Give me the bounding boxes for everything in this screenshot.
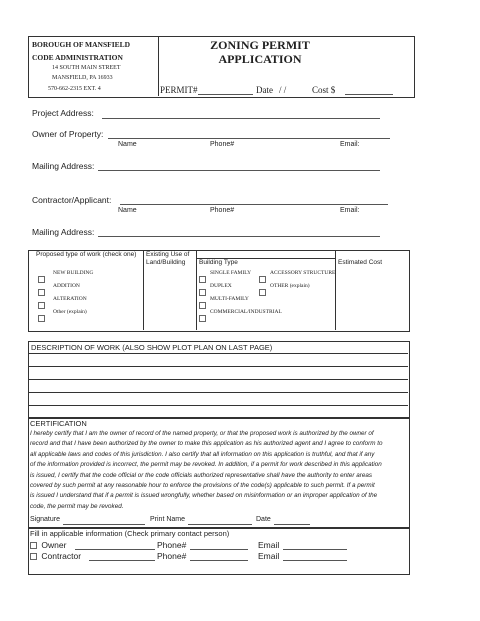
contractor-email-caption: Email: (340, 207, 360, 214)
certification-line: code, the permit may be revoked. (30, 502, 124, 510)
office-phone: 570-662-2315 EXT. 4 (48, 86, 101, 92)
cert-date-label: Date (256, 516, 271, 523)
mailing-address-label: Mailing Address: (32, 161, 95, 171)
description-line[interactable] (29, 405, 408, 406)
certification-line: is issued I understand that if a permit is issued wrongfully, whether based on misinformation or an improper application of the (30, 492, 378, 500)
owner-line[interactable] (108, 138, 390, 139)
contractor-label: Contractor/Applicant: (32, 195, 112, 205)
checkbox-icon (199, 276, 206, 283)
checkbox-icon (38, 315, 45, 322)
mailing-address-line[interactable] (98, 170, 380, 171)
building-type-header: Building Type (199, 259, 238, 266)
checkbox-icon (38, 276, 45, 283)
contractor-phone-line[interactable] (190, 560, 248, 561)
owner-email-line[interactable] (283, 549, 347, 550)
contractor-line[interactable] (120, 204, 388, 205)
checkbox-icon (38, 289, 45, 296)
certification-text (30, 429, 406, 512)
certification-header: CERTIFICATION (30, 419, 87, 428)
checkbox-icon (259, 276, 266, 283)
cost-label: Cost $ (312, 85, 336, 95)
certification-line: covered by such permit at any reasonable hour to enforce the provisions of the code(s) applicable to such permit. If a permit (30, 482, 375, 490)
existing-use-header: Existing Use of Land/Building (146, 251, 190, 266)
building-type-label: ACCESSORY STRUCTURE (270, 270, 336, 276)
borough-name: BOROUGH OF MANSFIELD (32, 40, 131, 49)
checkbox-icon (199, 302, 206, 309)
signature-line[interactable] (63, 524, 145, 525)
checkbox-icon (199, 289, 206, 296)
owner-contact-option[interactable] (30, 540, 66, 550)
building-type-label: MULTI-FAMILY (210, 296, 249, 302)
checkbox-icon (259, 289, 266, 296)
work-type-label: Other (explain) (53, 309, 87, 315)
certification-line: all applicable laws and codes of this jurisdiction. I also certify that all information on this application is truthful, and that if any (30, 450, 375, 458)
owner-name-line[interactable] (75, 549, 155, 550)
mailing-address-2-label: Mailing Address: (32, 227, 95, 237)
certification-line: record and that I have been authorized by the owner to make this application as his authorized agent and I agree to conform to (30, 440, 383, 448)
owner-email-caption: Email: (340, 141, 360, 148)
cost-line[interactable] (345, 94, 393, 95)
dept-name: CODE ADMINISTRATION (32, 53, 123, 62)
owner-label: Owner of Property: (32, 129, 104, 139)
mailing-address-2-line[interactable] (98, 236, 380, 237)
work-type-label: ADDITION (53, 283, 80, 289)
table-divider-1 (143, 250, 144, 330)
date-slashes: / / (279, 85, 287, 95)
form-title-1: ZONING PERMIT (210, 38, 310, 52)
work-type-header: Proposed type of work (check one) (36, 251, 137, 258)
certification-line: is issued, I certify that the code official or the code officials authorized representative shall have the authority to enter areas (30, 471, 372, 479)
signature-label: Signature (30, 516, 60, 523)
description-line[interactable] (29, 392, 408, 393)
date-label: Date (256, 85, 273, 95)
owner-email-label: Email (258, 540, 280, 550)
print-name-label: Print Name (150, 516, 186, 523)
contractor-phone-label: Phone# (157, 551, 187, 561)
description-header: DESCRIPTION OF WORK (ALSO SHOW PLOT PLAN ON LAST PAGE) (31, 343, 273, 352)
description-line[interactable] (29, 379, 408, 380)
checkbox-icon (30, 553, 37, 560)
certification-line: I hereby certify that I am the owner of record of the named property, or that the proposed work is authorized by the owner of (30, 430, 374, 437)
checkbox-icon (199, 315, 206, 322)
description-line[interactable] (29, 353, 408, 354)
owner-phone-line[interactable] (190, 549, 248, 550)
contractor-email-line[interactable] (283, 560, 347, 561)
owner-phone-caption: Phone# (210, 141, 235, 148)
contractor-phone-caption: Phone# (210, 207, 235, 214)
owner-contact-label: Owner (41, 540, 67, 550)
building-type-option[interactable] (259, 283, 310, 301)
owner-phone-label: Phone# (157, 540, 187, 550)
estimated-cost-header: Estimated Cost (338, 259, 383, 266)
checkbox-icon (30, 542, 37, 549)
city-address: MANSFIELD, PA 16933 (52, 75, 113, 81)
building-type-label: COMMERCIAL/INDUSTRIAL (210, 309, 282, 315)
cert-date-line[interactable] (274, 524, 310, 525)
contractor-contact-option[interactable] (30, 551, 81, 561)
permit-line[interactable] (198, 94, 253, 95)
work-type-label: NEW BUILDING (53, 270, 94, 276)
contact-header: Fill in applicable information (Check primary contact person) (30, 529, 230, 538)
table-divider-2 (196, 250, 197, 330)
work-type-option[interactable] (38, 309, 87, 327)
building-type-label: SINGLE FAMILY (210, 270, 252, 276)
street-address: 14 SOUTH MAIN STREET (52, 65, 121, 71)
contractor-email-label: Email (258, 551, 280, 561)
description-line[interactable] (29, 366, 408, 367)
work-type-label: ALTERATION (53, 296, 87, 302)
contractor-name-line[interactable] (89, 560, 155, 561)
table-divider-3 (335, 250, 336, 330)
building-type-label: OTHER (explain) (270, 283, 310, 289)
owner-name-caption: Name (118, 141, 137, 148)
contractor-name-caption: Name (118, 207, 137, 214)
contractor-contact-label: Contractor (41, 551, 82, 561)
permit-label: PERMIT# (160, 85, 198, 95)
certification-line: of the information provided is incorrect, the permit may be revoked. In addition, if a permit for work described in this application (30, 461, 382, 469)
print-name-line[interactable] (188, 524, 252, 525)
form-title-2: APPLICATION (218, 52, 302, 66)
building-type-label: DUPLEX (210, 283, 232, 289)
project-address-line[interactable] (102, 118, 380, 119)
building-type-option[interactable] (199, 309, 282, 327)
checkbox-icon (38, 302, 45, 309)
project-address-label: Project Address: (32, 108, 94, 118)
